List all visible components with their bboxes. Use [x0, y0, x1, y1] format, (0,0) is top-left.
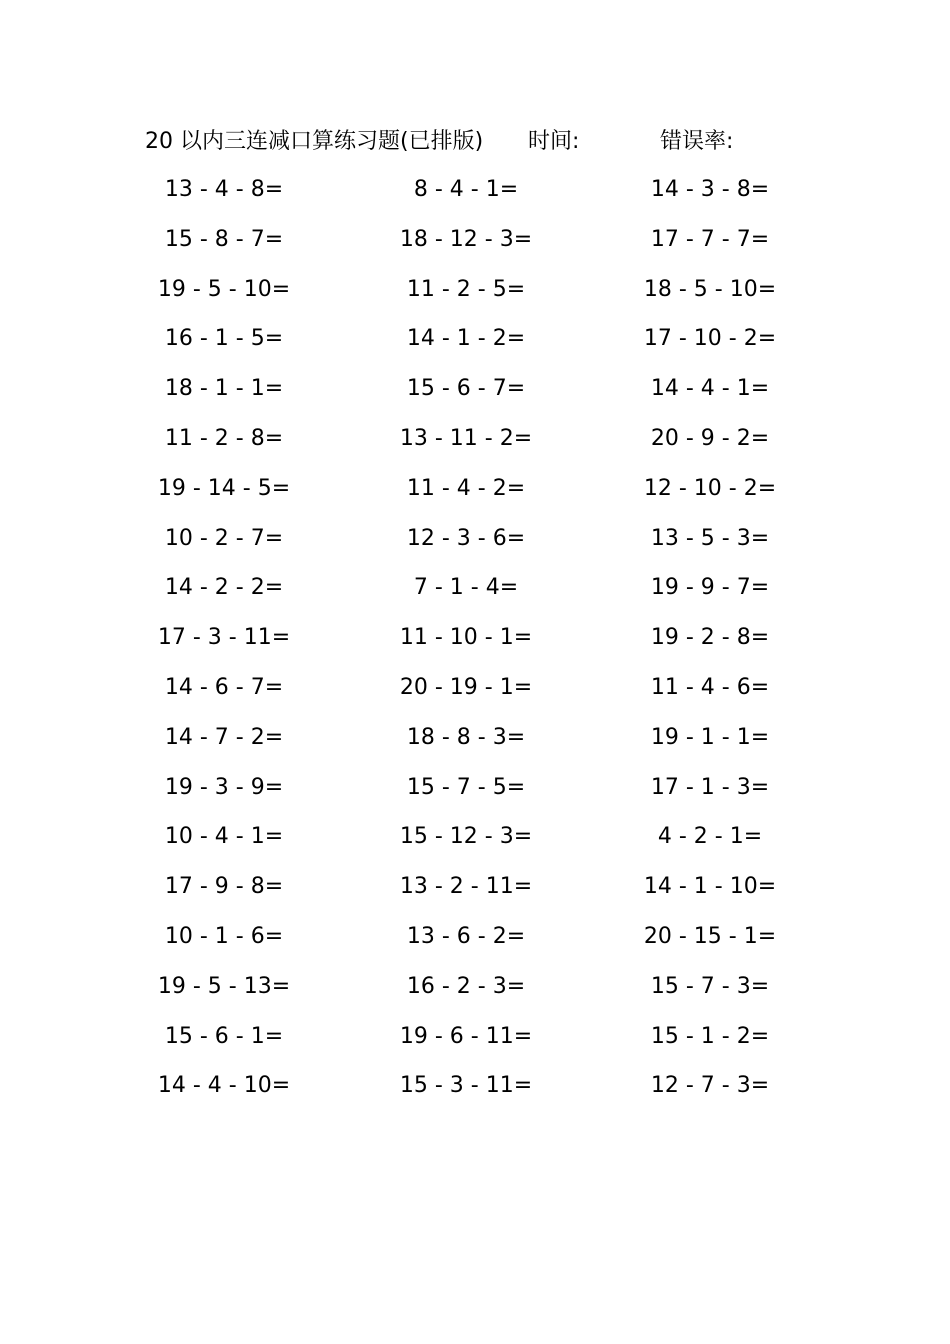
problem-c3-r1: 14 - 3 - 8= [650, 177, 770, 202]
problem-c3-r9: 19 - 9 - 7= [650, 575, 770, 601]
problem-c1-r10: 17 - 3 - 11= [157, 625, 291, 651]
problem-c2-r11: 20 - 19 - 1= [399, 675, 533, 700]
problem-c1-r8: 10 - 2 - 7= [164, 525, 284, 551]
problem-c3-r19: 12 - 7 - 3= [650, 1073, 770, 1099]
problem-c1-r5: 18 - 1 - 1= [164, 376, 284, 402]
problem-c3-r17: 15 - 7 - 3= [650, 973, 770, 999]
problem-c2-r7: 11 - 4 - 2= [406, 475, 526, 501]
problem-c2-r15: 13 - 2 - 11= [399, 874, 533, 900]
problem-c2-r9: 7 - 1 - 4= [413, 575, 519, 601]
problem-c3-r7: 12 - 10 - 2= [643, 475, 777, 501]
problem-c2-r10: 11 - 10 - 1= [399, 625, 533, 651]
problem-c3-r2: 17 - 7 - 7= [650, 226, 770, 252]
problem-c1-r3: 19 - 5 - 10= [157, 276, 291, 302]
time-label: 时间: [528, 129, 580, 154]
problem-c2-r19: 15 - 3 - 11= [399, 1073, 533, 1099]
problem-c3-r5: 14 - 4 - 1= [650, 376, 770, 402]
problem-c1-r9: 14 - 2 - 2= [164, 575, 284, 601]
problem-c1-r6: 11 - 2 - 8= [164, 426, 284, 451]
problem-c3-r12: 19 - 1 - 1= [650, 724, 770, 750]
problem-c3-r3: 18 - 5 - 10= [643, 276, 777, 302]
problem-c1-r19: 14 - 4 - 10= [157, 1073, 291, 1099]
problem-c1-r11: 14 - 6 - 7= [164, 675, 284, 700]
problem-c3-r18: 15 - 1 - 2= [650, 1023, 770, 1049]
problem-c2-r1: 8 - 4 - 1= [413, 177, 519, 202]
problem-c1-r2: 15 - 8 - 7= [164, 226, 284, 252]
problem-c1-r1: 13 - 4 - 8= [164, 177, 284, 202]
problem-c1-r18: 15 - 6 - 1= [164, 1023, 284, 1049]
problem-c3-r4: 17 - 10 - 2= [643, 326, 777, 352]
problem-c1-r12: 14 - 7 - 2= [164, 724, 284, 750]
problem-c2-r3: 11 - 2 - 5= [406, 276, 526, 302]
problem-c2-r6: 13 - 11 - 2= [399, 426, 533, 451]
problem-c1-r14: 10 - 4 - 1= [164, 824, 284, 850]
problem-c3-r11: 11 - 4 - 6= [650, 675, 770, 700]
problem-c1-r15: 17 - 9 - 8= [164, 874, 284, 900]
problem-c1-r16: 10 - 1 - 6= [164, 924, 284, 949]
problem-c1-r4: 16 - 1 - 5= [164, 326, 284, 352]
problem-c2-r5: 15 - 6 - 7= [406, 376, 526, 402]
problem-c2-r14: 15 - 12 - 3= [399, 824, 533, 850]
problem-c3-r15: 14 - 1 - 10= [643, 874, 777, 900]
worksheet-title: 20 以内三连减口算练习题(已排版) [145, 129, 484, 154]
problem-c2-r16: 13 - 6 - 2= [406, 924, 526, 949]
problem-c3-r14: 4 - 2 - 1= [657, 824, 763, 850]
problem-c2-r18: 19 - 6 - 11= [399, 1023, 533, 1049]
problem-c2-r8: 12 - 3 - 6= [406, 525, 526, 551]
problem-c2-r2: 18 - 12 - 3= [399, 226, 533, 252]
problem-c1-r17: 19 - 5 - 13= [157, 973, 291, 999]
problem-c2-r13: 15 - 7 - 5= [406, 774, 526, 800]
problem-c1-r7: 19 - 14 - 5= [157, 475, 291, 501]
problem-c2-r12: 18 - 8 - 3= [406, 724, 526, 750]
error-rate-label: 错误率: [660, 129, 734, 154]
problem-c1-r13: 19 - 3 - 9= [164, 774, 284, 800]
problem-c3-r16: 20 - 15 - 1= [643, 924, 777, 949]
problem-c3-r10: 19 - 2 - 8= [650, 625, 770, 651]
problem-c3-r8: 13 - 5 - 3= [650, 525, 770, 551]
problem-c3-r13: 17 - 1 - 3= [650, 774, 770, 800]
problem-c3-r6: 20 - 9 - 2= [650, 426, 770, 451]
problem-c2-r17: 16 - 2 - 3= [406, 973, 526, 999]
problem-c2-r4: 14 - 1 - 2= [406, 326, 526, 352]
